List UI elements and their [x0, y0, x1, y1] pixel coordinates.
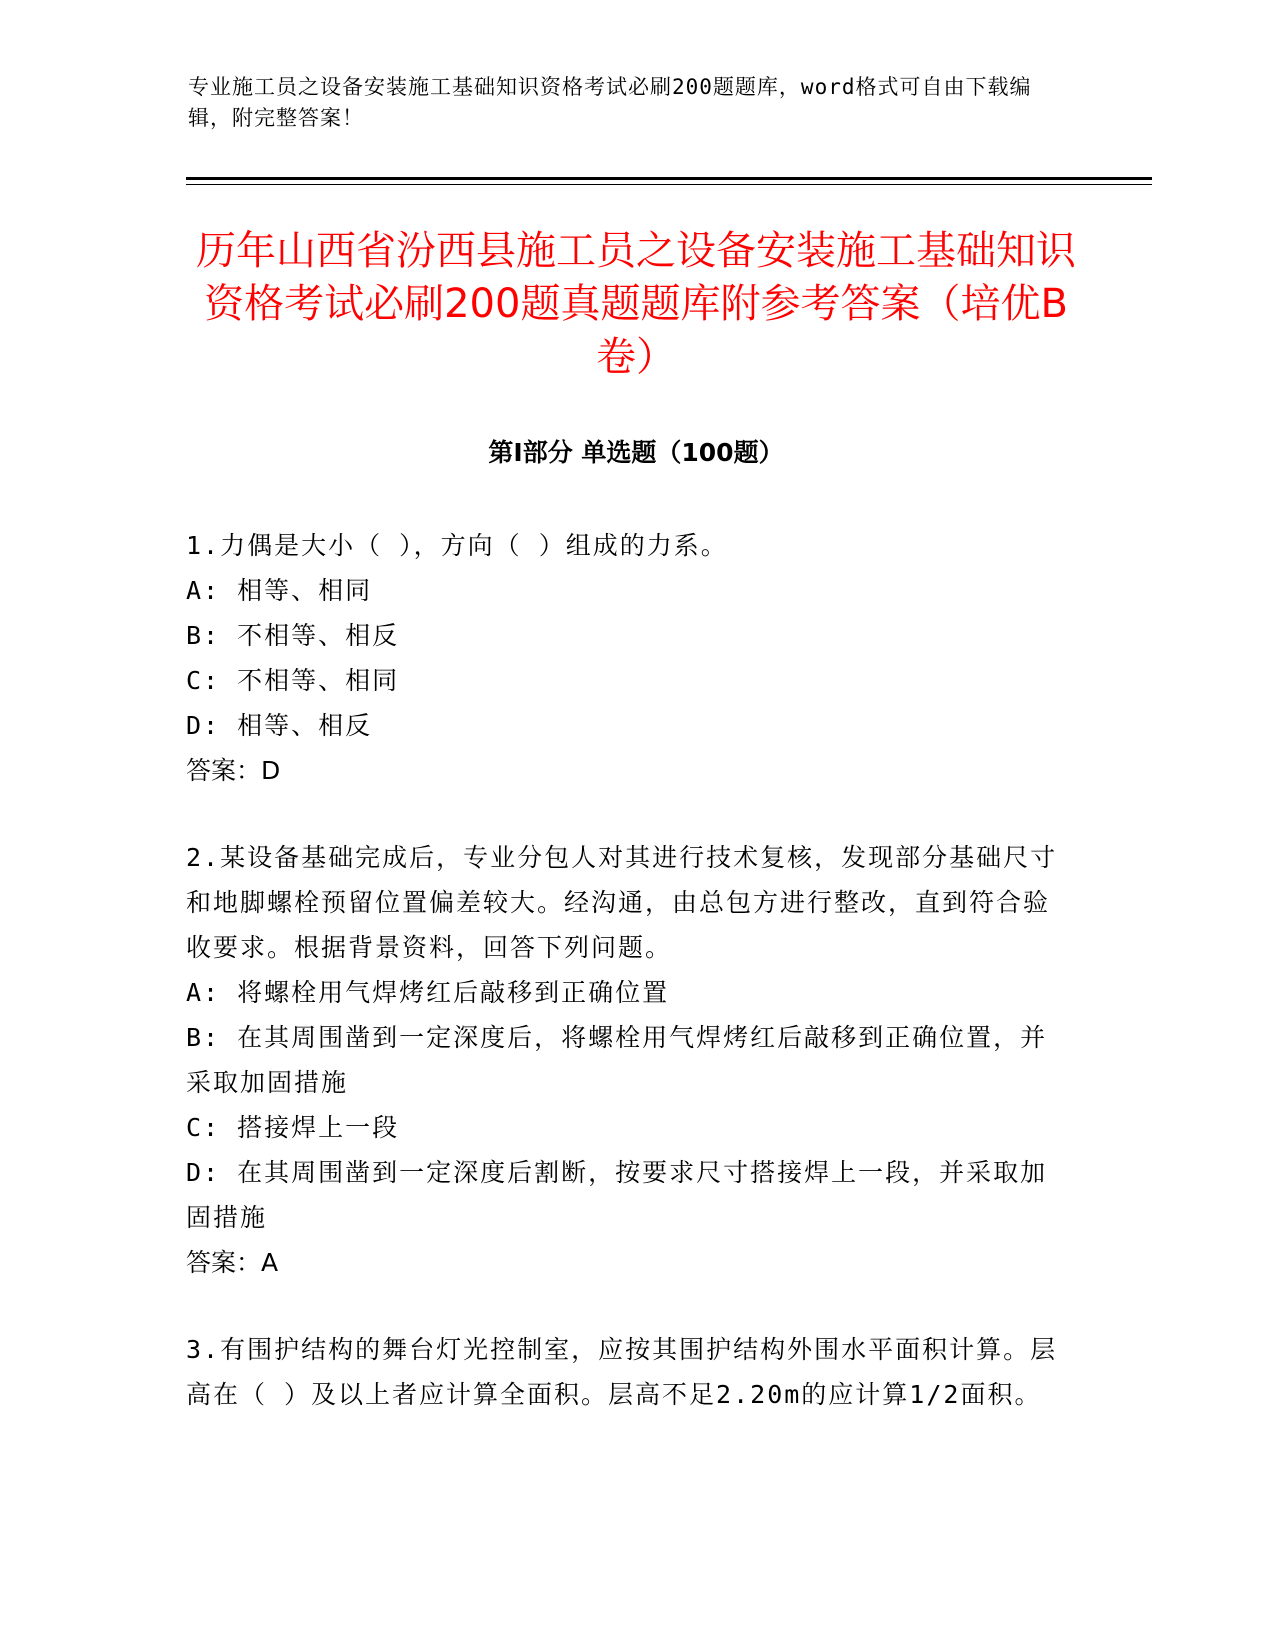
- answer-label: 答案：D: [186, 756, 281, 785]
- option-a: A: 相等、相同: [186, 576, 373, 605]
- option-b: B: 在其周围凿到一定深度后，将螺栓用气焊烤红后敲移到正确位置，并采取加固措施: [186, 1023, 1048, 1097]
- question-1: [186, 523, 1066, 793]
- option-c: C: 不相等、相同: [186, 666, 400, 695]
- question-stem: 1.力偶是大小（ ），方向（ ）组成的力系。: [186, 531, 728, 560]
- option-d: D: 在其周围凿到一定深度后割断，按要求尺寸搭接焊上一段，并采取加固措施: [186, 1158, 1048, 1232]
- option-d: D: 相等、相反: [186, 711, 373, 740]
- header-rule-thick: [186, 177, 1152, 180]
- question-list: [186, 523, 1066, 1459]
- header-note: 专业施工员之设备安装施工基础知识资格考试必刷200题题库，word格式可自由下载编辑，附完整答案！: [188, 75, 1032, 130]
- document-title: 历年山西省汾西县施工员之设备安装施工基础知识资格考试必刷200题真题题库附参考答案（培优B卷）: [196, 228, 1076, 380]
- question-3: [186, 1327, 1066, 1417]
- option-b: B: 不相等、相反: [186, 621, 400, 650]
- option-c: C: 搭接焊上一段: [186, 1113, 400, 1142]
- section-title: 第I部分 单选题（100题）: [488, 438, 784, 467]
- header-rule-thin: [186, 184, 1152, 185]
- question-2: [186, 835, 1066, 1285]
- answer-label: 答案：A: [186, 1248, 279, 1277]
- option-a: A: 将螺栓用气焊烤红后敲移到正确位置: [186, 978, 670, 1007]
- question-stem: 2.某设备基础完成后，专业分包人对其进行技术复核，发现部分基础尺寸和地脚螺栓预留位置偏差较大。经沟通，由总包方进行整改，直到符合验收要求。根据背景资料，回答下列问题。: [186, 843, 1058, 962]
- question-stem: 3.有围护结构的舞台灯光控制室，应按其围护结构外围水平面积计算。层高在（ ）及以上者应计算全面积。层高不足2.20m的应计算1/2面积。: [186, 1335, 1058, 1409]
